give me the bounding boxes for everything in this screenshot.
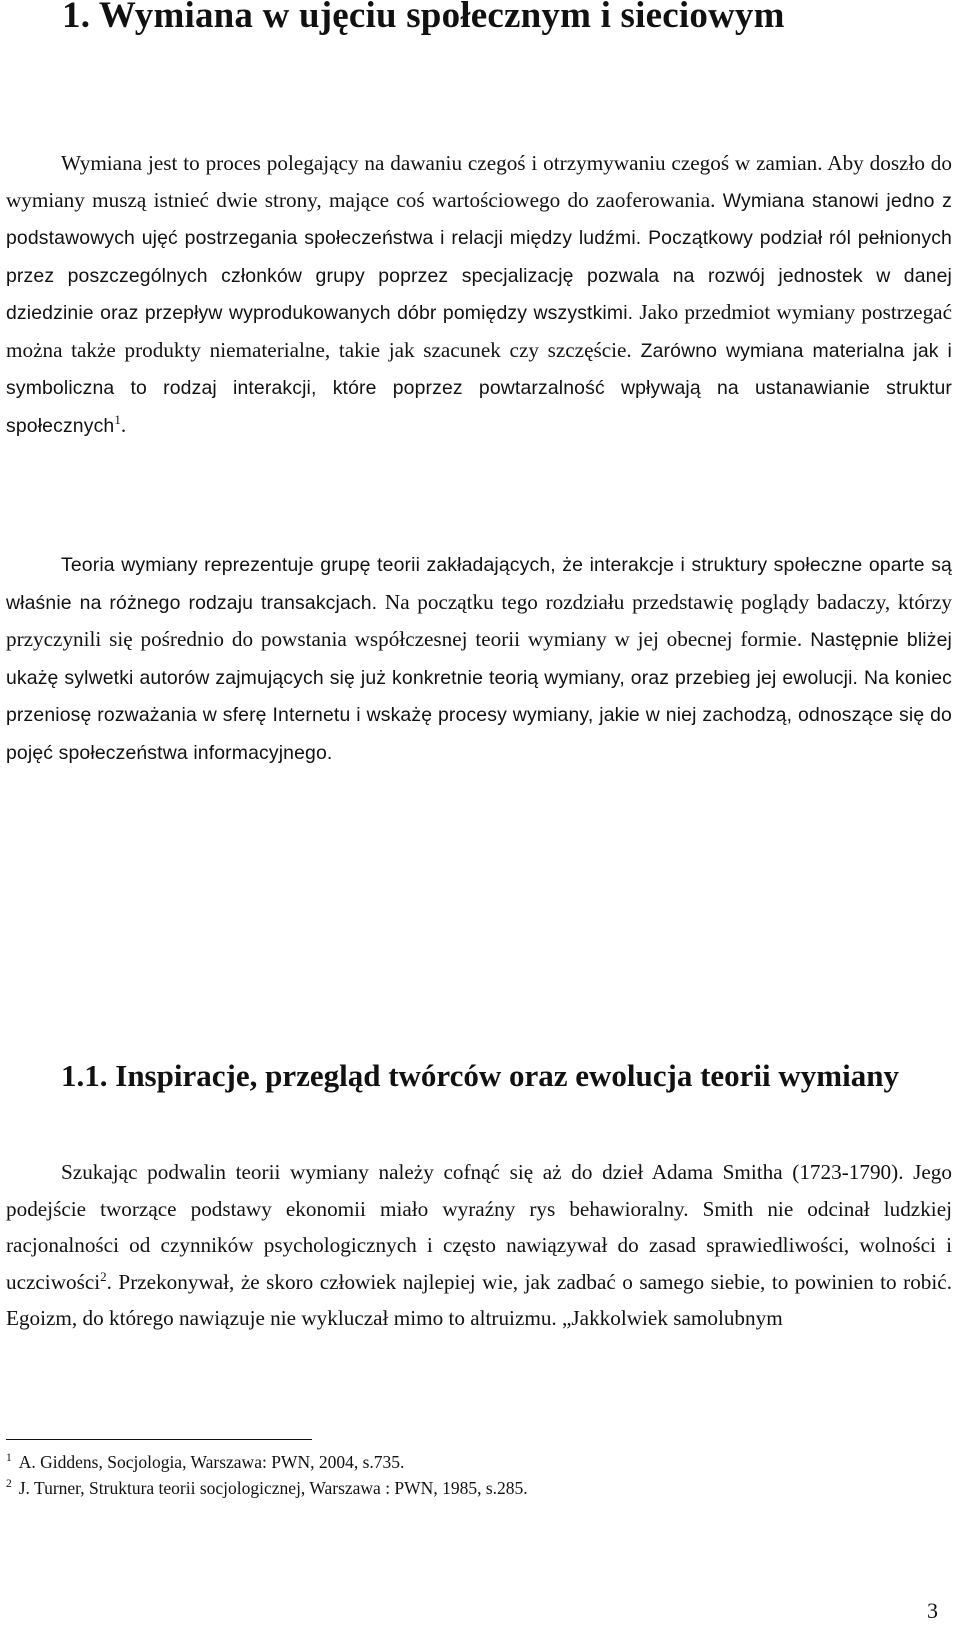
paragraph-text: Szukając podwalin teorii wymiany należy cofnąć się aż do dzieł Adama Smitha (1723-1790). Jego podejście tworzące podstawy ekonomii miało wyraźny rys behawioralny. Smith nie odcinał ludzkiej racjonalności od czynników psychologicznych i często nawiązywał do zasad sprawiedliwości, wolności i uczciwości xyxy=(6,1160,952,1294)
paragraph-text: . xyxy=(120,412,127,437)
footnotes xyxy=(6,1449,946,1501)
footnote-number: 2 xyxy=(6,1478,12,1491)
paragraph-text: Następnie bliżej ukażę sylwetki autorów zajmujących się już konkretnie teorią wymiany, oraz przebieg jej ewolucji. Na koniec przeniosę rozważania w sferę Internetu i wskażę procesy wymiany, jakie w niej zachodzą, odnoszące się do pojęć społeczeństwa informacyjnego. xyxy=(6,629,953,764)
footnote-item xyxy=(6,1475,946,1501)
paragraph-text: Wymiana jest to proces polegający na dawaniu czegoś i otrzymywaniu czegoś w zamian. Aby doszło do wymiany muszą istnieć dwie strony, mające coś wartościowego do zaoferowania. xyxy=(6,151,952,212)
paragraph-text: Wymiana stanowi jedno z podstawowych ujęć postrzegania społeczeństwa i relacji między ludźmi. Początkowy podział ról pełnionych przez poszczególnych członków grupy poprzez specjalizację pozwala na rozwój jednostek w danej dziedzinie oraz przepływ wyprodukowanych dóbr pomiędzy wszystkimi. xyxy=(6,189,953,324)
footnote-text: J. Turner, Struktura teorii socjologicznej, Warszawa : PWN, 1985, s.285. xyxy=(18,1478,528,1498)
paragraph-exchange-theory xyxy=(6,546,952,771)
footnote-item xyxy=(6,1449,946,1475)
footnote-reference-2[interactable]: 2 xyxy=(100,1268,107,1284)
footnote-number: 1 xyxy=(6,1452,12,1465)
paragraph-exchange-definition xyxy=(6,145,952,444)
footnote-separator xyxy=(6,1439,312,1440)
paragraph-text: Zarówno wymiana materialna jak i symboliczna to rodzaj interakcji, które poprzez powtarzalność wpływają na ustanawianie struktur społecznych xyxy=(6,339,952,437)
footnote-reference-1[interactable]: 1 xyxy=(114,411,121,427)
page-number: 3 xyxy=(927,1598,938,1623)
paragraph-text: Jako przedmiot wymiany postrzegać można także produkty niematerialne, takie jak szacunek czy szczęście. xyxy=(6,300,952,362)
section-title: 1.1. Inspiracje, przegląd twórców oraz ewolucja teorii wymiany xyxy=(61,1058,899,1093)
chapter-title: 1. Wymiana w ujęciu społecznym i sieciowym xyxy=(62,0,785,36)
footnote-text: A. Giddens, Socjologia, Warszawa: PWN, 2004, s.735. xyxy=(18,1452,405,1472)
paragraph-text: Teoria wymiany reprezentuje grupę teorii zakładających, że interakcje i struktury społeczne oparte są właśnie na różnego rodzaju transakcjach. xyxy=(6,554,952,614)
paragraph-text: . Przekonywał, że skoro człowiek najlepiej wie, jak zadbać o samego siebie, to powinien to robić. Egoizm, do którego nawiązuje nie wykluczał mimo to altruizmu. „Jakkolwiek samolubnym xyxy=(6,1269,952,1330)
paragraph-text: Na początku tego rozdziału przedstawię poglądy badaczy, którzy przyczynili się pośrednio do powstania współczesnej teorii wymiany w jej obecnej formie. xyxy=(6,589,952,651)
paragraph-adam-smith xyxy=(6,1154,952,1337)
